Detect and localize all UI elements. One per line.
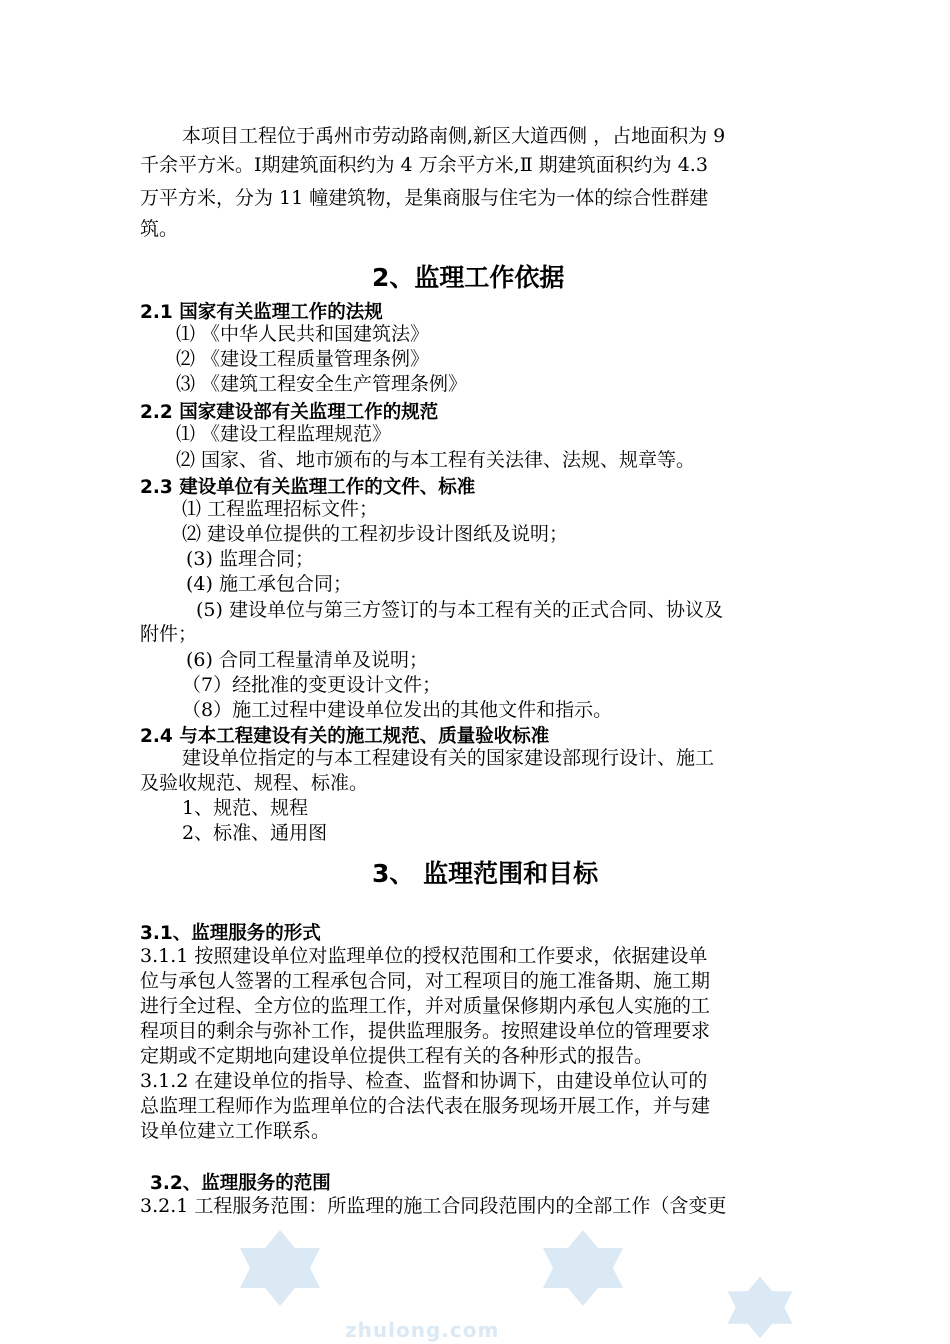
paragraph-line: 3.1.1 按照建设单位对监理单位的授权范围和工作要求，依据建设单 (140, 945, 708, 967)
list-item: （7）经批准的变更设计文件； (182, 674, 442, 696)
list-item: （8）施工过程中建设单位发出的其他文件和指示。 (182, 699, 613, 721)
heading-2-4: 2.4 与本工程建设有关的施工规范、质量验收标准 (140, 726, 550, 747)
list-item: (4) 施工承包合同； (186, 573, 352, 595)
heading-2-1: 2.1 国家有关监理工作的法规 (140, 302, 383, 323)
paragraph-line: 定期或不定期地向建设单位提供工程有关的各种形式的报告。 (140, 1045, 654, 1067)
watermark-text: zhulong.com (345, 1318, 500, 1342)
list-item: 附件； (140, 623, 198, 645)
list-item: ⑴ 工程监理招标文件； (182, 498, 379, 520)
section-2-title: 2、监理工作依据 (372, 263, 565, 292)
heading-3-1: 3.1、监理服务的形式 (140, 923, 321, 944)
paragraph-line: 设单位建立工作联系。 (140, 1120, 331, 1142)
list-item: 2、标准、通用图 (182, 822, 328, 844)
watermark-logo-icon-3 (715, 1275, 805, 1340)
paragraph-line: 程项目的剩余与弥补工作，提供监理服务。按照建设单位的管理要求 (140, 1020, 711, 1042)
intro-line-1: 本项目工程位于禹州市劳动路南侧,新区大道西侧 ，占地面积为 9 (182, 125, 726, 147)
paragraph-line: 3.2.1 工程服务范围：所监理的施工合同段范围内的全部工作（含变更 (140, 1195, 727, 1217)
paragraph-line: 建设单位指定的与本工程建设有关的国家建设部现行设计、施工 (182, 747, 715, 769)
heading-2-3: 2.3 建设单位有关监理工作的文件、标准 (140, 477, 476, 498)
list-item: ⑵ 《建设工程质量管理条例》 (176, 348, 430, 370)
list-item: ⑴ 《中华人民共和国建筑法》 (176, 323, 430, 345)
paragraph-line: 进行全过程、全方位的监理工作，并对质量保修期内承包人实施的工 (140, 995, 711, 1017)
heading-2-2: 2.2 国家建设部有关监理工作的规范 (140, 402, 439, 423)
section-3-title: 3、 监理范围和目标 (372, 859, 599, 888)
list-item: (3) 监理合同； (186, 548, 314, 570)
paragraph-line: 3.1.2 在建设单位的指导、检查、监督和协调下，由建设单位认可的 (140, 1070, 708, 1092)
watermark-logo-icon-2 (528, 1228, 638, 1308)
intro-line-2: 千余平方米。Ⅰ期建筑面积约为 4 万余平方米,Ⅱ 期建筑面积约为 4.3 (140, 154, 708, 176)
list-item: ⑵ 建设单位提供的工程初步设计图纸及说明； (182, 523, 569, 545)
list-item: (6) 合同工程量清单及说明； (186, 649, 428, 671)
paragraph-line: 位与承包人签署的工程承包合同，对工程项目的施工准备期、施工期 (140, 970, 711, 992)
list-item: ⑵ 国家、省、地市颁布的与本工程有关法律、法规、规章等。 (176, 449, 696, 471)
list-item: 1、规范、规程 (182, 797, 309, 819)
paragraph-line: 及验收规范、规程、标准。 (140, 772, 369, 794)
watermark-logo-icon (225, 1228, 335, 1308)
paragraph-line: 总监理工程师作为监理单位的合法代表在服务现场开展工作，并与建 (140, 1095, 711, 1117)
intro-line-3: 万平方米，分为 11 幢建筑物，是集商服与住宅为一体的综合性群建 (140, 187, 709, 209)
list-item: (5) 建设单位与第三方签订的与本工程有关的正式合同、协议及 (196, 599, 723, 621)
list-item: ⑴ 《建设工程监理规范》 (176, 423, 392, 445)
list-item: ⑶ 《建筑工程安全生产管理条例》 (176, 373, 468, 395)
intro-line-4: 筑。 (140, 218, 179, 240)
heading-3-2: 3.2、监理服务的范围 (150, 1173, 331, 1194)
